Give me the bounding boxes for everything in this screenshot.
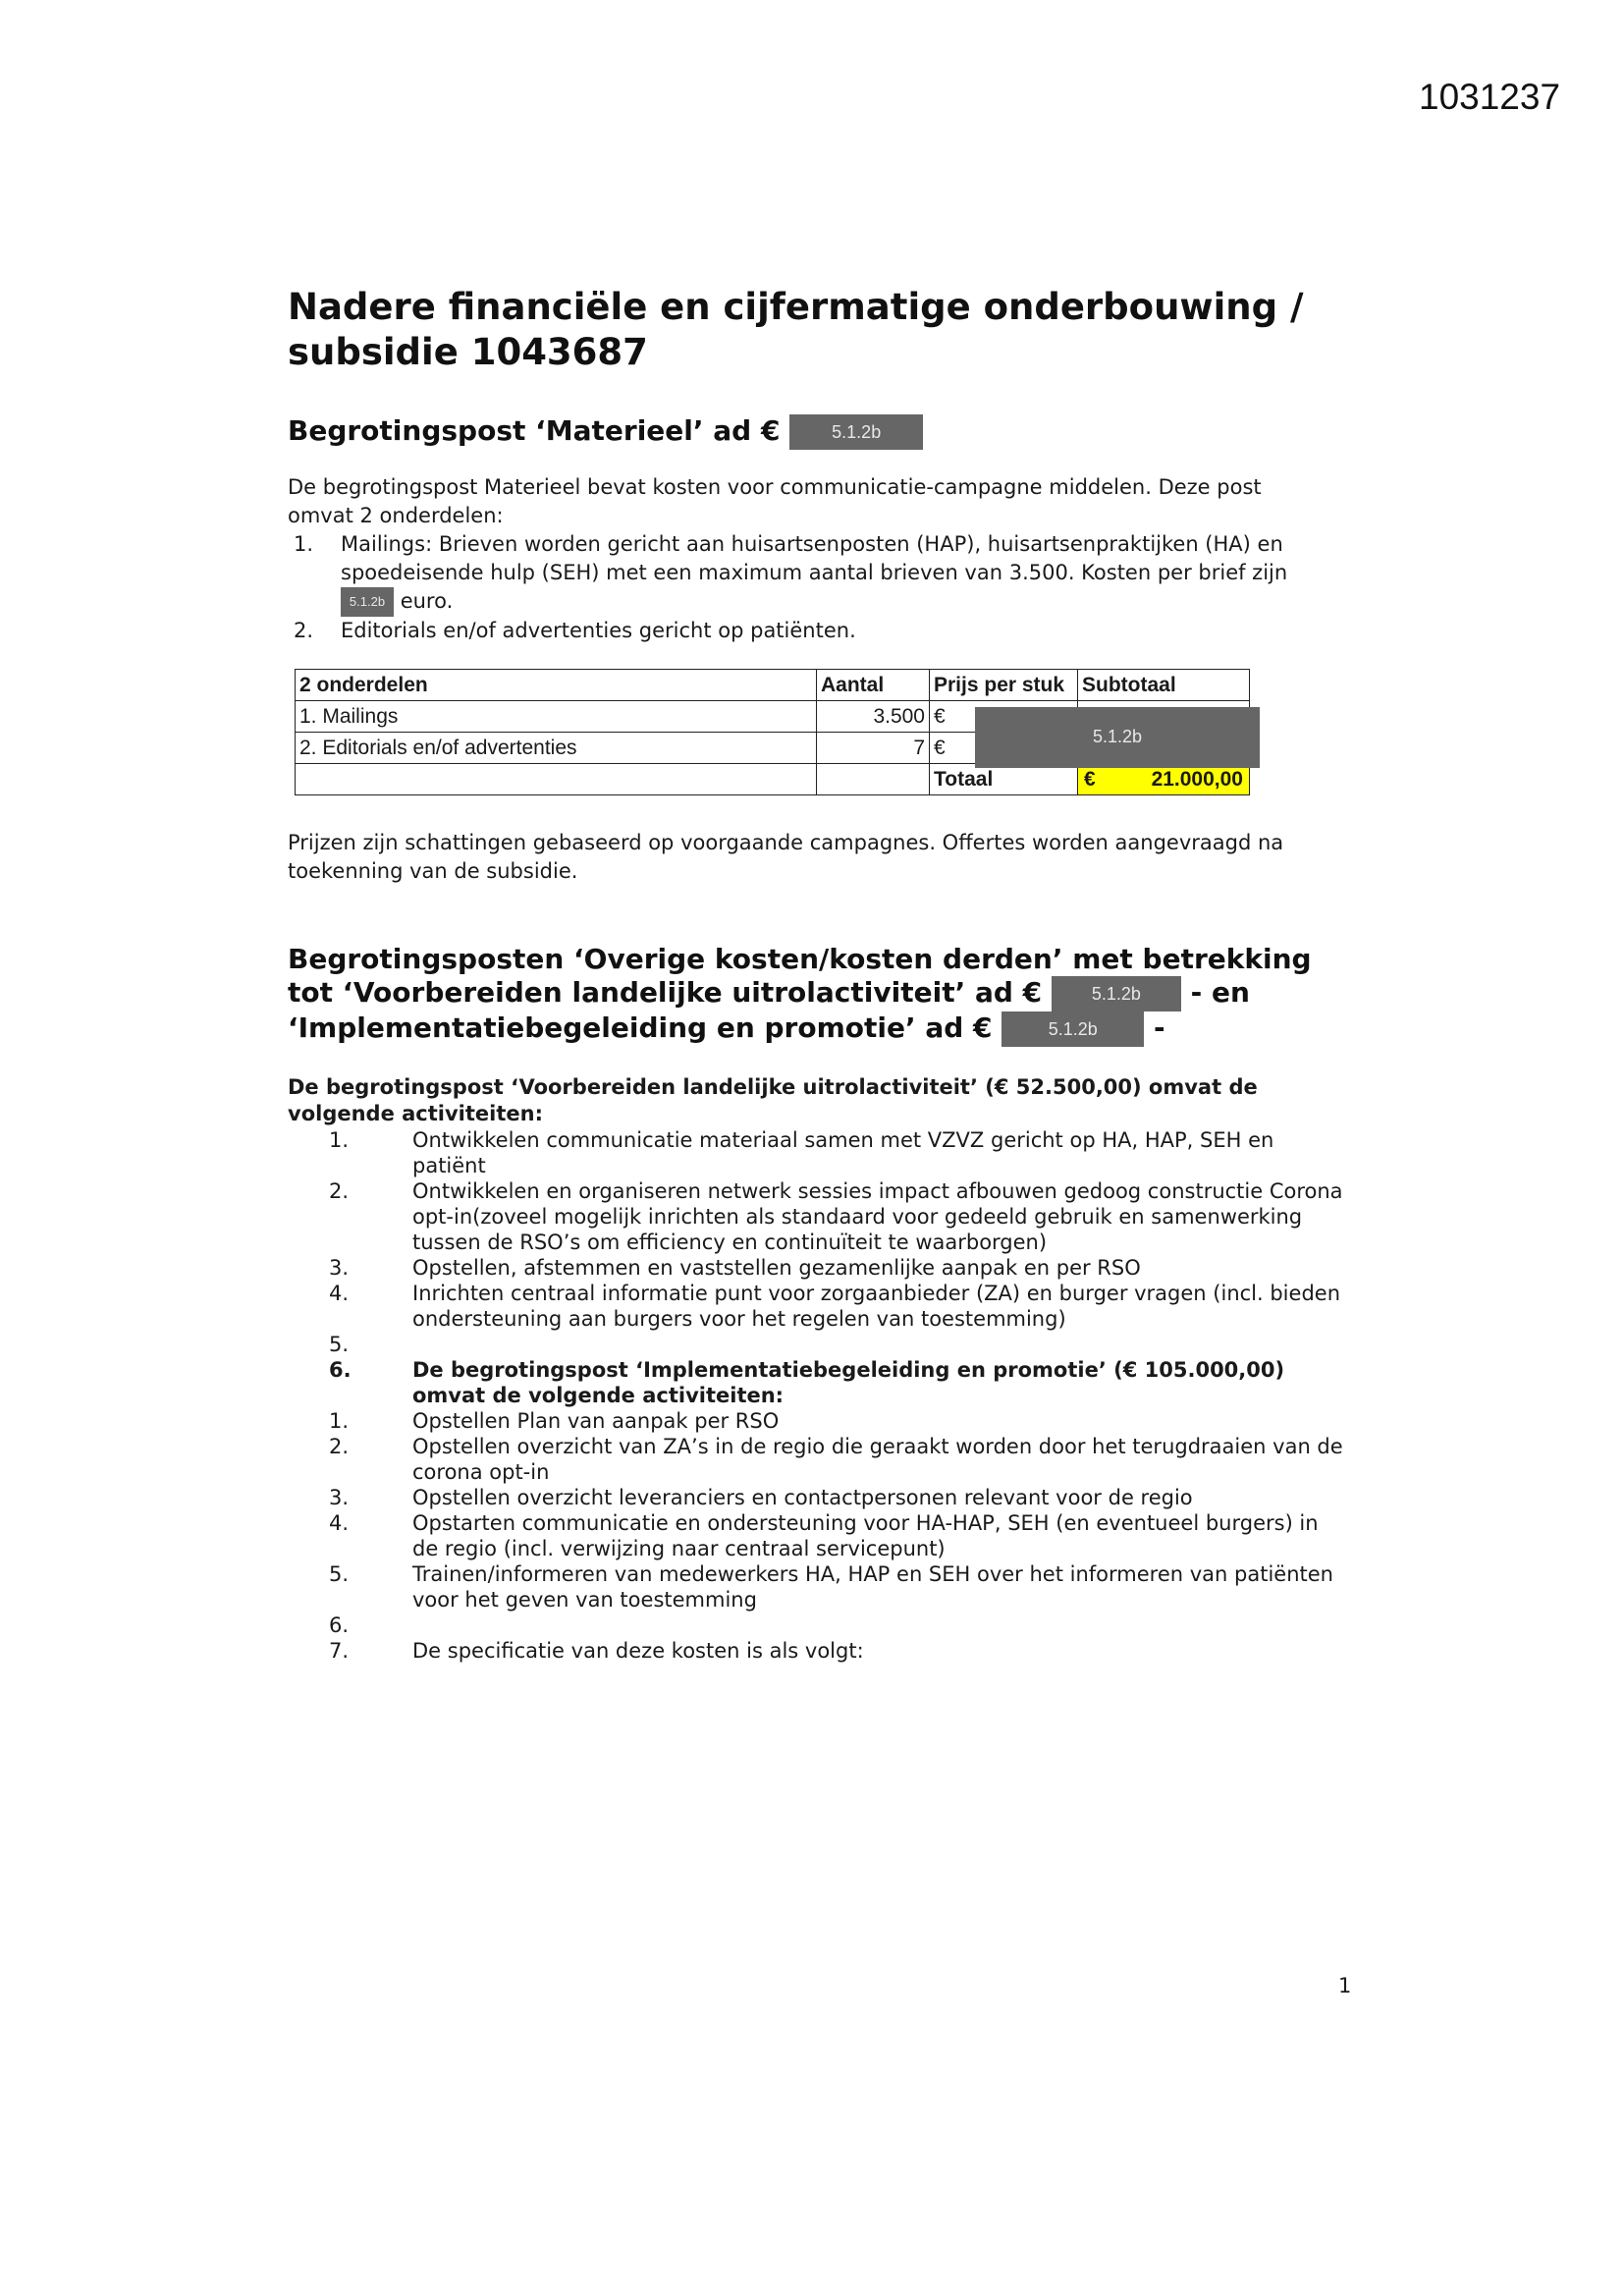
activity-number: 2. (329, 1435, 350, 1458)
activity-number: 2. (329, 1179, 350, 1203)
activity-item (288, 1255, 1348, 1281)
section-implementatie-heading-text: ‘Implementatiebegeleiding en promotie’ ad € (288, 1011, 993, 1044)
table-total-row (296, 764, 1250, 795)
activity-item (288, 1332, 1348, 1357)
total-currency: € (1084, 767, 1096, 791)
table-header: Subtotaal (1078, 670, 1250, 701)
table-cell: 2. Editorials en/of advertenties (296, 733, 817, 764)
mailings-text: Mailings: Brieven worden gericht aan huisartsenposten (HAP), huisartsenpraktijken (HA) en spoedeisende hulp (SEH) met een maximum aantal brieven van 3.500. Kosten per brief zijn (341, 532, 1288, 584)
activity-text: Ontwikkelen communicatie materiaal samen met VZVZ gericht op HA, HAP, SEH en patiënt (412, 1128, 1274, 1177)
activity-item (288, 1127, 1348, 1178)
table-header: Prijs per stuk (930, 670, 1078, 701)
activity-item (288, 1485, 1348, 1510)
list-item (288, 617, 1348, 645)
activity-text: Inrichten centraal informatie punt voor zorgaanbieder (ZA) en burger vragen (incl. bieden ondersteuning aan burgers voor het regelen van toestemming) (412, 1282, 1340, 1331)
activity-text: De begrotingspost ‘Implementatiebegeleiding en promotie’ (€ 105.000,00) omvat de volgende activiteiten: (412, 1358, 1285, 1407)
table-cell: 3.500 (817, 701, 930, 733)
activity-item (288, 1510, 1348, 1561)
list-item-text (341, 530, 1323, 617)
activity-text: De specificatie van deze kosten is als volgt: (412, 1639, 864, 1663)
activity-item (288, 1561, 1348, 1613)
table-cell (296, 764, 817, 795)
section-materieel-heading (288, 414, 1348, 450)
activity-item (288, 1434, 1348, 1485)
activity-item (288, 1613, 1348, 1638)
page-content (288, 285, 1348, 1664)
table-total-value (1078, 764, 1250, 795)
list-item-number: 2. (294, 619, 314, 642)
section-overige-heading (288, 943, 1358, 1047)
activity-text: Trainen/informeren van medewerkers HA, HAP en SEH over het informeren van patiënten voor het geven van toestemming (412, 1562, 1333, 1612)
table-header: Aantal (817, 670, 930, 701)
activity-item (288, 1357, 1348, 1408)
activity-number: 4. (329, 1282, 350, 1305)
list-item-text: Editorials en/of advertenties gericht op patiënten. (341, 619, 856, 642)
activities-heading: De begrotingspost ‘Voorbereiden landelijke uitrolactiviteit’ (€ 52.500,00) omvat de volgende activiteiten: (288, 1075, 1258, 1125)
heading-connector: - en (1190, 976, 1250, 1009)
redaction-box: 5.1.2b (975, 707, 1260, 768)
table-cell: 1. Mailings (296, 701, 817, 733)
document-id: 1031237 (1419, 77, 1561, 117)
activity-number: 3. (329, 1256, 350, 1280)
activity-text: Ontwikkelen en organiseren netwerk sessies impact afbouwen gedoog constructie Corona opt-in(zoveel mogelijk inrichten als standaard voor gedeeld gebruik en samenwerking tussen de RSO’s om efficiency en continuïteit te waarborgen) (412, 1179, 1343, 1254)
redaction-box: 5.1.2b (789, 414, 923, 450)
activity-number: 6. (329, 1358, 352, 1382)
activity-text (412, 1332, 1348, 1357)
activity-item (288, 1178, 1348, 1255)
activities-list (288, 1127, 1348, 1664)
table-cell: € (930, 701, 1078, 733)
activity-text: Opstellen overzicht van ZA’s in de regio die geraakt worden door het terugdraaien van de corona opt-in (412, 1435, 1343, 1484)
redaction-box: 5.1.2b (341, 587, 394, 617)
activity-number: 4. (329, 1511, 350, 1535)
table-total-label: Totaal (930, 764, 1078, 795)
page-number: 1 (1338, 1974, 1352, 1997)
activity-text: Opstarten communicatie en ondersteuning voor HA-HAP, SEH (en eventueel burgers) in de regio (incl. verwijzing naar centraal servicepunt) (412, 1511, 1319, 1560)
activity-number: 1. (329, 1128, 350, 1152)
section-materieel-heading-text: Begrotingspost ‘Materieel’ ad € (288, 414, 781, 447)
cost-table-wrapper (295, 669, 1257, 795)
activity-item (288, 1638, 1348, 1664)
list-item (288, 530, 1348, 617)
table-cell: € (930, 733, 1078, 764)
activity-number: 6. (329, 1613, 350, 1637)
table-header: 2 onderdelen (296, 670, 817, 701)
table-cell (817, 764, 930, 795)
activity-number: 7. (329, 1639, 350, 1663)
activity-number: 5. (329, 1333, 350, 1356)
section-overige-heading-text: Begrotingsposten ‘Overige kosten/kosten derden’ met betrekking tot ‘Voorbereiden landelijke uitrolactiviteit’ ad € (288, 943, 1312, 1009)
activity-text: Opstellen Plan van aanpak per RSO (412, 1409, 780, 1433)
redaction-box: 5.1.2b (1001, 1011, 1144, 1047)
heading-dash: - (1154, 1011, 1165, 1044)
page-title: Nadere financiële en cijfermatige onderbouwing / subsidie 1043687 (288, 286, 1304, 373)
price-note: Prijzen zijn schattingen gebaseerd op voorgaande campagnes. Offertes worden aangevraagd na toekenning van de subsidie. (288, 831, 1284, 883)
activity-number: 1. (329, 1409, 350, 1433)
total-amount: 21.000,00 (1151, 767, 1243, 791)
activity-number: 5. (329, 1562, 350, 1586)
materieel-intro: De begrotingspost Materieel bevat kosten voor communicatie-campagne middelen. Deze post omvat 2 onderdelen: (288, 475, 1262, 527)
table-header-row (296, 670, 1250, 701)
activity-number: 3. (329, 1486, 350, 1509)
activity-item (288, 1281, 1348, 1332)
activity-text: Opstellen, afstemmen en vaststellen gezamenlijke aanpak en per RSO (412, 1256, 1141, 1280)
table-cell: 7 (817, 733, 930, 764)
activity-text (412, 1613, 1348, 1638)
mailings-text-end: euro. (400, 589, 454, 613)
list-item-number: 1. (294, 532, 314, 556)
materieel-list (288, 530, 1348, 645)
redaction-box: 5.1.2b (1052, 976, 1181, 1011)
activity-item (288, 1408, 1348, 1434)
activity-text: Opstellen overzicht leveranciers en contactpersonen relevant voor de regio (412, 1486, 1193, 1509)
